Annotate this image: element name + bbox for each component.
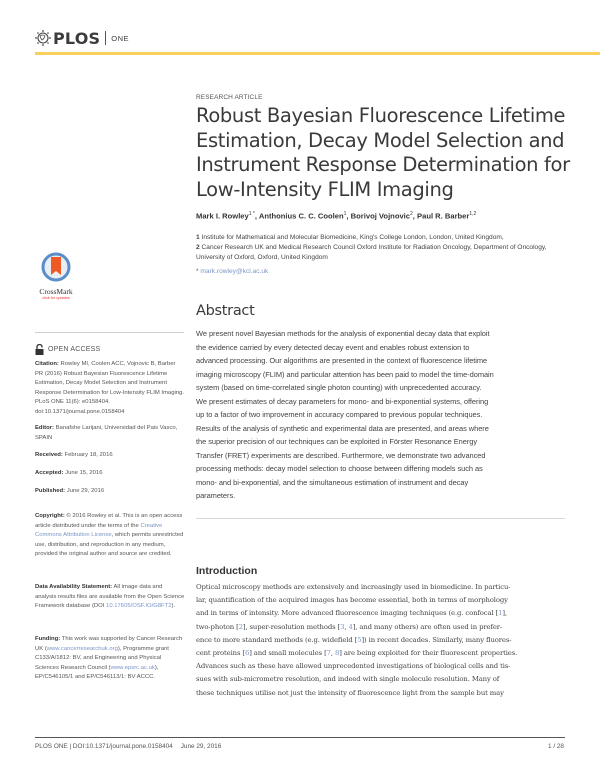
osf-doi-link[interactable]: 10.17605/OSF.IO/G8FT2 [106,603,172,610]
published-block [35,487,185,497]
abstract-line: advanced processing. Our algorithms are presented in the context of fluorescence lifetime [196,356,488,365]
crossmark-badge[interactable] [34,252,78,302]
crossmark-label: CrossMark [39,287,73,296]
crossmark-icon [41,252,71,282]
open-access-label: OPEN ACCESS [48,346,101,353]
accepted-block [35,469,185,479]
text-run: sues with sub-micrometre resolution, and indeed with single molecule resolution. Many of [196,675,500,684]
footer-citation [35,743,221,750]
reference-link[interactable]: 1 [498,609,503,618]
text-run: , [344,622,349,631]
abstract-line: Transfer (FRET) experiments are described. Furthermore, we demonstrate two advanced [196,450,486,460]
introduction-line [196,594,572,607]
received-date: February 18, 2016 [64,452,113,458]
introduction-line [196,647,572,660]
reference-link[interactable]: 2 [238,622,243,631]
introduction-line [196,660,572,673]
reference-link[interactable]: 7 [326,649,331,658]
logo-divider [105,31,106,45]
data-availability-block [35,583,185,612]
abstract-line: processing methods: decay model selection to choose between differing models such as [196,464,483,473]
text-run: ence to more standard methods (e.g. widefield [ [196,635,358,644]
abstract-heading: Abstract [196,303,255,319]
funding-text-end: ), EP/C546105/1 and EP/C546113/1: BV ACCC. [35,664,159,681]
received-label: Received: [35,452,63,458]
text-run: these techniques utilise not just the intensity of fluorescence light from the sample but may [196,688,504,697]
data-availability-text: All image data and analysis results files are available from the Open Science Framework database (DOI [35,584,185,610]
footer-journal-doi: PLOS ONE | DOI:10.1371/journal.pone.0158404 [35,743,173,750]
affiliation-item: 2 Cancer Research UK and Medical Research Council Oxford Institute for Radiation Oncology, Department of Oncology, University of Oxford, Oxford, United Kingdom [196,244,547,261]
author-list: Mark I. Rowley$^{1 *}$, Anthonius C. C. Coolen$^1$, Borivoj Vojnovic$^2$, Paul R. Barber$^{1,2}$ [196,211,477,221]
abstract-line: We present novel Bayesian methods for the analysis of exponential decay data that exploit [196,329,490,338]
abstract-line: mono- and bi-exponential, and the simultaneous estimation of instrument and decay [196,477,469,487]
cruk-link[interactable]: www.cancerresearchuk.org [46,645,118,652]
copyright-label: Copyright: [35,513,65,519]
copyright-text: © 2016 Rowley et al. This is an open access article distributed under the terms of the [35,513,183,529]
abstract-line: up to a factor of two improvement in accuracy compared to previous popular techniques. [196,410,483,419]
introduction-line [196,673,572,686]
abstract-line: imaging microscopy (FLIM) and particular attention has been paid to model the time-domain [196,369,494,379]
funding-block [35,635,185,683]
reference-link[interactable]: 5 [357,635,362,644]
accepted-date: June 15, 2016 [65,470,103,476]
editor-text: Banafshe Larijani, Universidad del Pais Vasco, SPAIN [35,425,178,441]
text-run: lar, quantification of the acquired images has become essential, both in terms of morphology [196,596,508,605]
plos-one-logo[interactable] [35,27,129,49]
author-name[interactable]: Anthonius C. C. Coolen [258,211,344,221]
open-access-badge [35,344,100,355]
author-name[interactable]: Borivoj Vojnovic [350,211,411,221]
abstract-divider [196,518,565,519]
author-affil-mark: 1,2 [469,211,477,217]
funding-text-mid: ), Programme grant C133/A/1812: BV, and Engineering and Physical Sciences Research Council ( [35,645,169,671]
reference-link[interactable]: 3 [340,622,345,631]
text-run: ], super-resolution methods [ [242,622,341,631]
introduction-body [196,581,572,700]
received-block [35,451,185,461]
text-run: , [330,649,335,658]
text-run: ] and small molecules [ [249,649,327,658]
affiliation-item: 1 Institute for Mathematical and Molecular Biomedicine, King's College London, London, United Kingdom, [196,234,504,241]
affiliations [196,233,576,263]
introduction-line [196,634,572,647]
corresponding-star: * [196,268,199,275]
footer-divider [35,737,565,738]
author-name[interactable]: Paul R. Barber [417,211,470,221]
introduction-heading: Introduction [196,565,258,577]
abstract-line: We present estimates of decay parameters for mono- and bi-exponential systems, offering [196,396,489,406]
text-run: and in terms of intensity. More advanced fluorescence imaging techniques (e.g. confocal [ [196,609,499,618]
text-run: ], and many others) are often used in prefer- [352,622,503,631]
reference-link[interactable]: 4 [348,622,353,631]
text-run: ], [502,609,507,618]
reference-link[interactable]: 8 [335,649,340,658]
abstract-line: parameters. [196,491,236,500]
author-name[interactable]: Mark I. Rowley [196,211,249,221]
cc-license-link[interactable]: Creative Commons Attribution License [35,522,163,539]
introduction-line [196,687,572,700]
introduction-line [196,607,572,620]
abstract-line: the superior precision of our techniques can be exploited in Förster Resonance Energy [196,437,478,446]
copyright-block [35,512,185,560]
open-lock-icon [35,344,44,355]
text-run: two-photon [ [196,622,239,631]
abstract-line: system (based on time-correlated single photon counting) with unprecedented accuracy. [196,383,482,392]
citation-text: Rowley MI, Coolen ACC, Vojnovic B, Barber PR (2016) Robust Bayesian Fluorescence Lifetime Estimation, Decay Model Selection and Instrument Response Determination for Low-Intensity FLIM Imaging. PLoS ONE 11(6): e0158404. doi:10.1371/journal.pone.0158404 [35,361,184,415]
abstract-line: Results of the analysis of synthetic and experimental data are presented, and areas where [196,423,489,433]
page-number: 1 / 28 [548,743,564,750]
text-run: ]) in recent decades. Similarly, many fluores- [361,635,512,644]
accepted-label: Accepted: [35,470,64,476]
copyright-text-end: , which permits unrestricted use, distribution, and reproduction in any medium, provided the original author and source are credited. [35,532,184,558]
text-run: ] are being exploited for their fluorescent properties. [339,649,518,658]
corresponding-email [196,268,268,275]
epsrc-link[interactable]: www.epsrc.ac.uk [110,664,155,671]
reference-link[interactable]: 6 [244,649,250,658]
author-affil-mark: 1 * [248,211,255,217]
article-type: RESEARCH ARTICLE [196,94,263,101]
introduction-line [196,581,572,594]
funding-label: Funding: [35,636,61,642]
data-availability-end: ). [171,603,176,610]
header-accent-bar [35,52,600,55]
introduction-line [196,621,572,634]
published-label: Published: [35,488,66,494]
text-run: Advances such as these have allowed unprecedented investigations of biological cells and tis- [196,662,511,671]
plos-globe-icon [35,30,51,46]
data-availability-label: Data Availability Statement: [35,584,113,590]
crossmark-sublabel: click for updates [42,296,70,300]
author-affil-mark: 2 [410,211,413,217]
funding-text: This work was supported by Cancer Research UK ( [35,636,183,652]
published-date: June 29, 2016 [66,488,105,494]
editor-label: Editor: [35,425,54,431]
logo-one-text: ONE [111,33,130,43]
abstract-body [196,327,572,503]
citation-label: Citation: [35,361,59,367]
logo-plos-text: PLOS [53,28,101,48]
email-link[interactable]: mark.rowley@kcl.ac.uk [200,268,269,275]
footer-date: June 29, 2016 [180,743,222,750]
citation-block [35,360,185,418]
abstract-line: the evidence carried by every detected decay event and enables robust extension to [196,342,470,352]
author-affil-mark: 1 [343,211,347,217]
editor-block [35,424,185,443]
text-run: cent proteins [ [196,649,245,658]
article-title: Robust Bayesian Fluorescence Lifetime Estimation, Decay Model Selection and Instrument Response Determination for Low-Intensity FLIM Imaging [196,104,570,201]
text-run: Optical microscopy methods are extensively and increasingly used in biomedicine. In particu- [196,583,511,591]
sidebar-divider [35,332,184,333]
